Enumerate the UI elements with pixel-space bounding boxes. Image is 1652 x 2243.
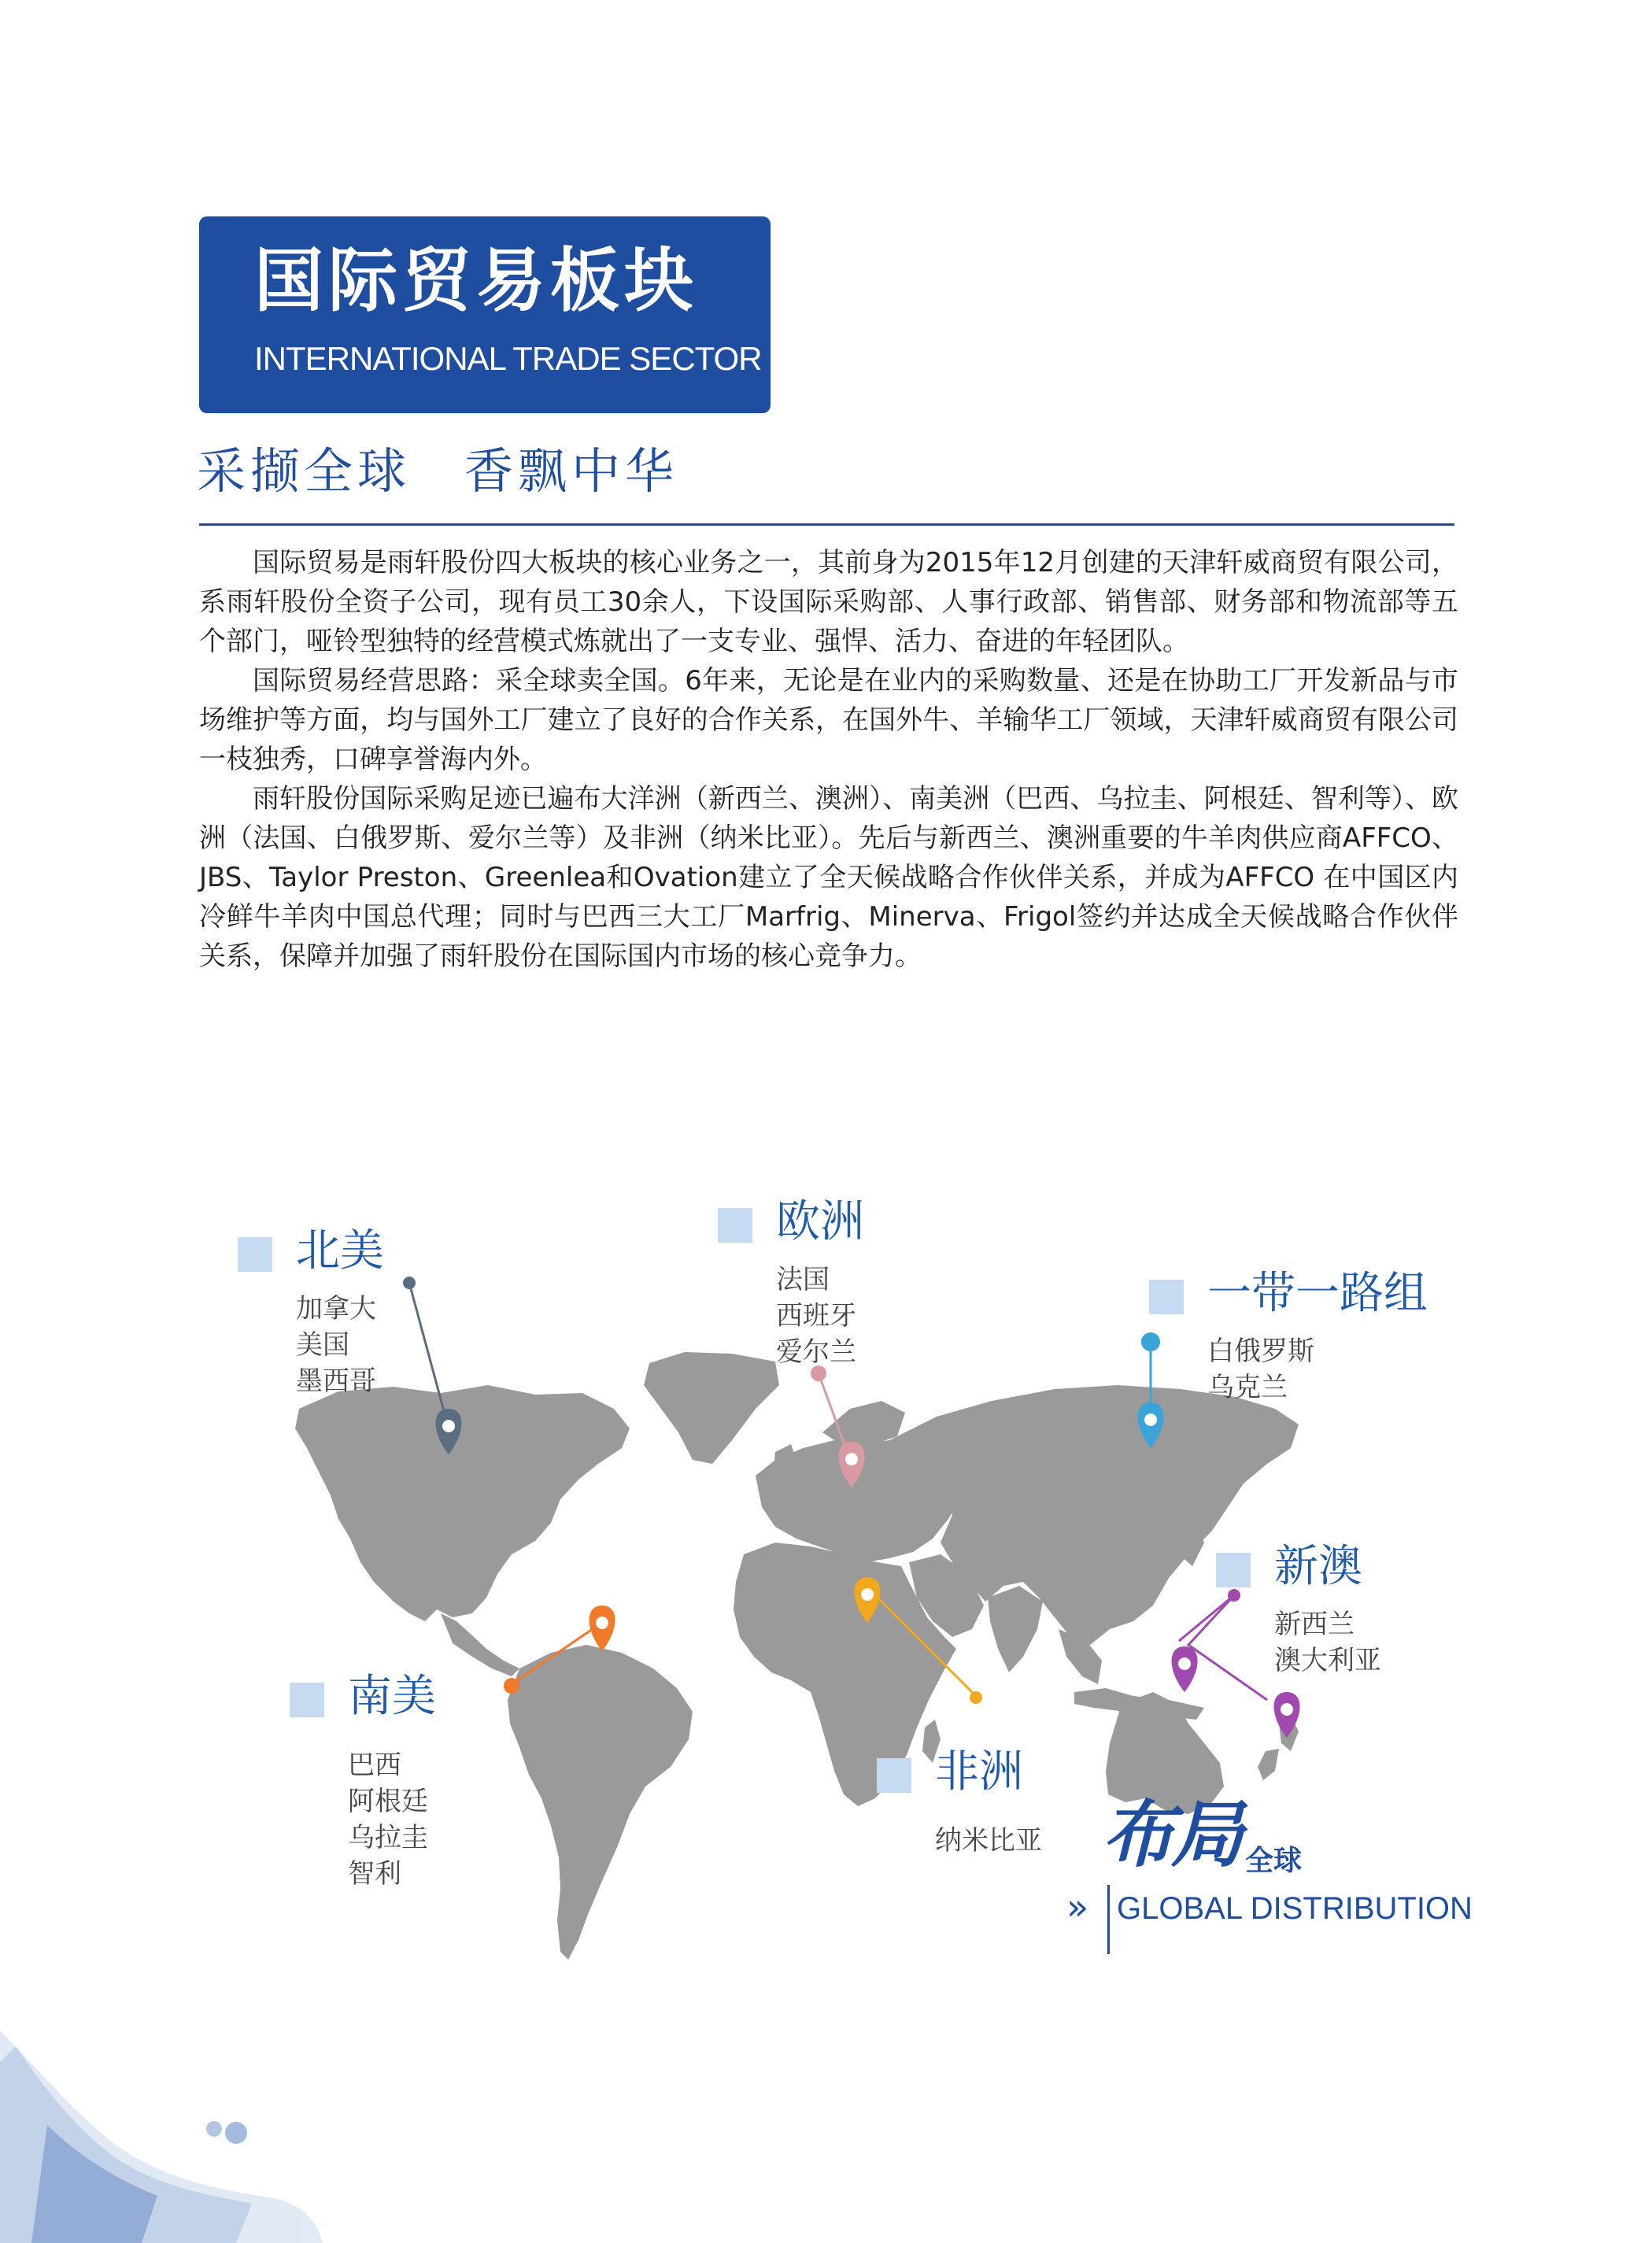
south-america (508, 1645, 693, 1960)
section-title-en: INTERNATIONAL TRADE SECTOR (254, 340, 762, 377)
region-item: 乌拉圭 (348, 1822, 428, 1853)
region-marker (718, 1208, 752, 1243)
region-marker (1216, 1553, 1251, 1587)
global-distribution-tag (1066, 1792, 1507, 1956)
region-item: 墨西哥 (296, 1365, 376, 1397)
region-title: 非洲 (935, 1746, 1023, 1798)
india (988, 1586, 1043, 1672)
region-items (776, 1262, 856, 1370)
region-item: 阿根廷 (348, 1786, 428, 1817)
region-title: 新澳 (1274, 1541, 1362, 1592)
oceania-pin-icon (1172, 1646, 1198, 1692)
north-america-dot (403, 1277, 416, 1289)
region-item: 法国 (776, 1264, 830, 1295)
paragraph-2: 国际贸易经营思路：采全球卖全国。6年来，无论是在业内的采购数量、还是在协助工厂开发新品与市场维护等方面，均与国外工厂建立了良好的合作关系，在国外牛、羊输华工厂领域，天津轩威商贸有限公司一枝独秀，口碑享誉海内外。 (199, 665, 1458, 775)
region-items (296, 1291, 376, 1399)
vertical-bar (1107, 1885, 1110, 1954)
region-item: 加拿大 (296, 1293, 376, 1325)
region-items (1274, 1606, 1381, 1679)
region-item: 白俄罗斯 (1207, 1336, 1314, 1367)
region-item: 乌克兰 (1207, 1372, 1288, 1403)
paragraph-3: 雨轩股份国际采购足迹已遍布大洋洲（新西兰、澳洲）、南美洲（巴西、乌拉圭、阿根廷、智利等）、欧洲（法国、白俄罗斯、爱尔兰等）及非洲（纳米比亚）。先后与新西兰、澳洲重要的牛羊肉供应商AFFCO、JBS、Taylor Preston、Greenlea和Ovation建立了全天候战略合作伙伴关系，并成为AFFCO 在中国区内冷鲜牛羊肉中国总代理；同时与巴西三大工厂Marfrig、Minerva、Frigol签约并达成全天候战略合作伙伴关系，保障并加强了雨轩股份在国际国内市场的核心竞争力。 (199, 783, 1458, 972)
double-chevron-icon: » (1066, 1886, 1089, 1928)
global-small-text: 全球 (1245, 1845, 1303, 1877)
section-title-cn: 国际贸易板块 (254, 240, 699, 321)
south-america-dot (504, 1678, 519, 1694)
global-distribution-en: GLOBAL DISTRIBUTION (1117, 1891, 1473, 1926)
region-title: 一带一路组 (1207, 1268, 1428, 1319)
region-items (1207, 1333, 1314, 1406)
layout-script-text: 布局 (1102, 1792, 1241, 1877)
region-items (935, 1823, 1042, 1859)
decorative-ink-wash (0, 2031, 323, 2243)
region-marker (1149, 1280, 1184, 1314)
region-item: 西班牙 (776, 1300, 856, 1332)
belt-road-dot (1141, 1332, 1160, 1351)
region-marker (877, 1758, 911, 1793)
oceania-dot (1228, 1589, 1240, 1602)
region-item: 巴西 (348, 1750, 401, 1781)
slogan: 采撷全球 香飘中华 (197, 442, 679, 500)
africa-dot (970, 1691, 982, 1704)
region-item: 新西兰 (1274, 1609, 1354, 1640)
south-america-pin-icon (589, 1606, 615, 1651)
region-items (348, 1747, 428, 1892)
region-item: 爱尔兰 (776, 1336, 856, 1368)
region-item: 智利 (348, 1858, 401, 1890)
region-item: 澳大利亚 (1274, 1645, 1381, 1676)
region-title: 欧洲 (776, 1196, 864, 1247)
region-marker (290, 1683, 324, 1717)
central-america (441, 1613, 519, 1676)
region-item: 美国 (296, 1329, 349, 1361)
region-title: 北美 (296, 1225, 384, 1277)
region-marker (238, 1237, 272, 1272)
region-item: 纳米比亚 (935, 1825, 1042, 1857)
region-title: 南美 (348, 1671, 436, 1722)
greenland (644, 1352, 779, 1464)
paragraph-1: 国际贸易是雨轩股份四大板块的核心业务之一，其前身为2015年12月创建的天津轩威商贸有限公司，系雨轩股份全资子公司，现有员工30余人，下设国际采购部、人事行政部、销售部、财务部和物流部等五个部门，哑铃型独特的经营模式炼就出了一支专业、强悍、活力、奋进的年轻团队。 (199, 547, 1458, 657)
